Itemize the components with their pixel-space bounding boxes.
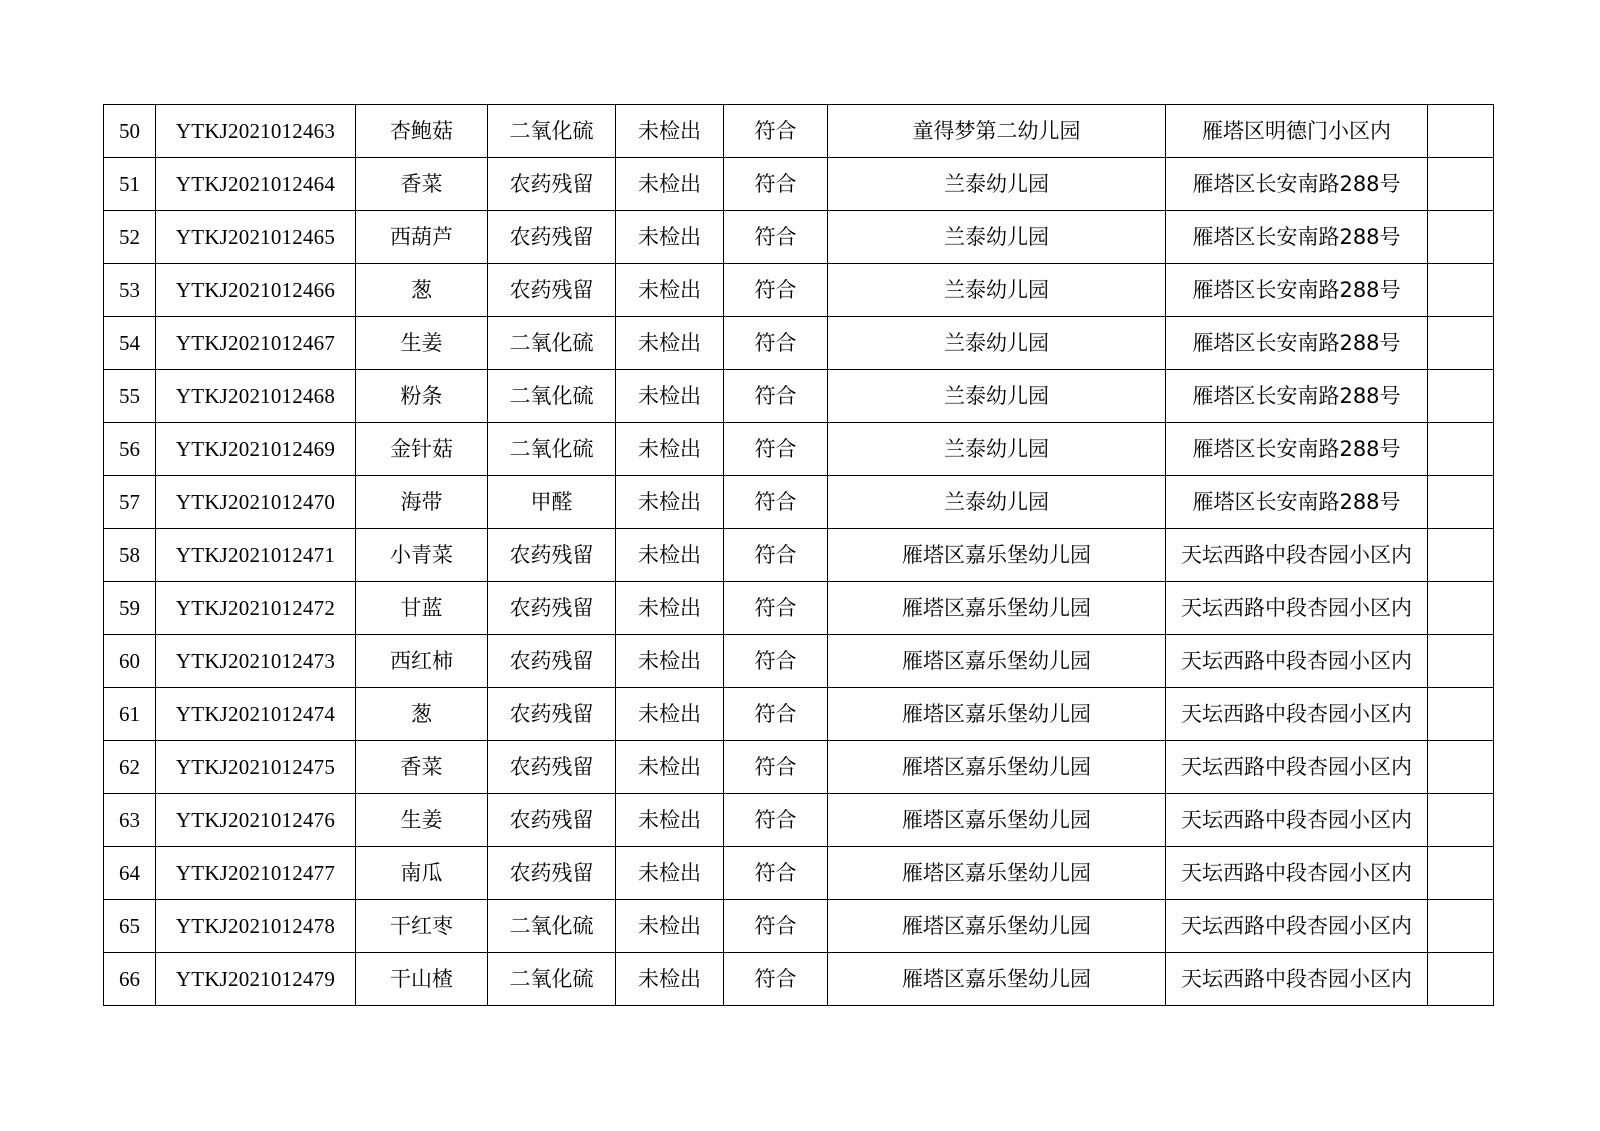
table-row (104, 423, 1494, 476)
cell-sample-name: 海带 (356, 476, 488, 529)
cell-sample-name: 西红柿 (356, 635, 488, 688)
cell-row-index: 64 (104, 847, 156, 900)
cell-remark (1428, 900, 1494, 953)
cell-test-result: 未检出 (616, 688, 724, 741)
cell-test-result: 未检出 (616, 900, 724, 953)
cell-test-item: 甲醛 (488, 476, 616, 529)
table-row (104, 317, 1494, 370)
cell-sample-code: YTKJ2021012479 (156, 953, 356, 1006)
cell-inspected-unit: 兰泰幼儿园 (828, 211, 1166, 264)
table-row (104, 476, 1494, 529)
cell-inspected-unit: 兰泰幼儿园 (828, 264, 1166, 317)
cell-sample-name: 金针菇 (356, 423, 488, 476)
cell-sample-code: YTKJ2021012468 (156, 370, 356, 423)
cell-inspected-unit: 雁塔区嘉乐堡幼儿园 (828, 741, 1166, 794)
cell-sample-code: YTKJ2021012466 (156, 264, 356, 317)
cell-test-result: 未检出 (616, 370, 724, 423)
table-row (104, 211, 1494, 264)
cell-sample-code: YTKJ2021012469 (156, 423, 356, 476)
cell-row-index: 58 (104, 529, 156, 582)
cell-inspected-unit: 雁塔区嘉乐堡幼儿园 (828, 635, 1166, 688)
cell-sample-name: 葱 (356, 688, 488, 741)
cell-inspected-unit: 兰泰幼儿园 (828, 423, 1166, 476)
cell-test-item: 二氧化硫 (488, 423, 616, 476)
cell-remark (1428, 529, 1494, 582)
table-row (104, 847, 1494, 900)
cell-address: 天坛西路中段杏园小区内 (1166, 741, 1428, 794)
cell-test-item: 二氧化硫 (488, 317, 616, 370)
cell-address: 天坛西路中段杏园小区内 (1166, 953, 1428, 1006)
cell-address: 雁塔区明德门小区内 (1166, 105, 1428, 158)
cell-sample-name: 生姜 (356, 794, 488, 847)
cell-remark (1428, 688, 1494, 741)
cell-test-item: 二氧化硫 (488, 953, 616, 1006)
cell-sample-name: 生姜 (356, 317, 488, 370)
cell-sample-code: YTKJ2021012473 (156, 635, 356, 688)
cell-sample-code: YTKJ2021012475 (156, 741, 356, 794)
cell-sample-name: 葱 (356, 264, 488, 317)
table-row (104, 105, 1494, 158)
cell-test-result: 未检出 (616, 847, 724, 900)
cell-address: 天坛西路中段杏园小区内 (1166, 900, 1428, 953)
cell-remark (1428, 635, 1494, 688)
cell-verdict: 符合 (724, 423, 828, 476)
cell-test-item: 二氧化硫 (488, 370, 616, 423)
cell-verdict: 符合 (724, 317, 828, 370)
cell-test-item: 农药残留 (488, 794, 616, 847)
cell-test-item: 农药残留 (488, 635, 616, 688)
cell-remark (1428, 158, 1494, 211)
cell-row-index: 54 (104, 317, 156, 370)
cell-verdict: 符合 (724, 635, 828, 688)
cell-sample-code: YTKJ2021012472 (156, 582, 356, 635)
cell-row-index: 60 (104, 635, 156, 688)
table-row (104, 900, 1494, 953)
cell-sample-name: 干红枣 (356, 900, 488, 953)
cell-verdict: 符合 (724, 211, 828, 264)
table-row (104, 741, 1494, 794)
cell-remark (1428, 264, 1494, 317)
cell-address: 雁塔区长安南路288号 (1166, 423, 1428, 476)
cell-test-item: 农药残留 (488, 582, 616, 635)
cell-test-result: 未检出 (616, 529, 724, 582)
cell-address: 雁塔区长安南路288号 (1166, 317, 1428, 370)
cell-test-result: 未检出 (616, 635, 724, 688)
cell-address: 天坛西路中段杏园小区内 (1166, 794, 1428, 847)
cell-test-item: 农药残留 (488, 529, 616, 582)
table-body (104, 105, 1494, 1006)
cell-verdict: 符合 (724, 741, 828, 794)
cell-verdict: 符合 (724, 370, 828, 423)
cell-test-item: 农药残留 (488, 158, 616, 211)
cell-sample-code: YTKJ2021012463 (156, 105, 356, 158)
cell-test-result: 未检出 (616, 582, 724, 635)
cell-sample-name: 甘蓝 (356, 582, 488, 635)
table-row (104, 953, 1494, 1006)
cell-address: 天坛西路中段杏园小区内 (1166, 582, 1428, 635)
cell-row-index: 66 (104, 953, 156, 1006)
cell-test-item: 二氧化硫 (488, 105, 616, 158)
cell-inspected-unit: 雁塔区嘉乐堡幼儿园 (828, 582, 1166, 635)
table-row (104, 688, 1494, 741)
cell-address: 雁塔区长安南路288号 (1166, 211, 1428, 264)
cell-address: 天坛西路中段杏园小区内 (1166, 847, 1428, 900)
cell-address: 雁塔区长安南路288号 (1166, 476, 1428, 529)
cell-test-result: 未检出 (616, 105, 724, 158)
cell-test-result: 未检出 (616, 317, 724, 370)
cell-sample-code: YTKJ2021012465 (156, 211, 356, 264)
cell-remark (1428, 794, 1494, 847)
cell-sample-code: YTKJ2021012467 (156, 317, 356, 370)
cell-verdict: 符合 (724, 264, 828, 317)
table-row (104, 635, 1494, 688)
cell-inspected-unit: 兰泰幼儿园 (828, 476, 1166, 529)
cell-remark (1428, 953, 1494, 1006)
cell-row-index: 61 (104, 688, 156, 741)
cell-address: 天坛西路中段杏园小区内 (1166, 529, 1428, 582)
cell-sample-code: YTKJ2021012478 (156, 900, 356, 953)
cell-test-result: 未检出 (616, 741, 724, 794)
cell-row-index: 53 (104, 264, 156, 317)
cell-sample-name: 杏鲍菇 (356, 105, 488, 158)
cell-remark (1428, 105, 1494, 158)
results-table-container (103, 104, 1493, 1006)
cell-row-index: 50 (104, 105, 156, 158)
table-row (104, 264, 1494, 317)
cell-sample-code: YTKJ2021012471 (156, 529, 356, 582)
cell-remark (1428, 476, 1494, 529)
cell-row-index: 57 (104, 476, 156, 529)
inspection-results-table (103, 104, 1494, 1006)
cell-sample-code: YTKJ2021012474 (156, 688, 356, 741)
cell-verdict: 符合 (724, 900, 828, 953)
cell-inspected-unit: 兰泰幼儿园 (828, 370, 1166, 423)
table-row (104, 370, 1494, 423)
cell-remark (1428, 847, 1494, 900)
cell-test-item: 农药残留 (488, 211, 616, 264)
cell-sample-name: 粉条 (356, 370, 488, 423)
cell-remark (1428, 317, 1494, 370)
cell-row-index: 55 (104, 370, 156, 423)
cell-address: 雁塔区长安南路288号 (1166, 158, 1428, 211)
table-row (104, 529, 1494, 582)
cell-inspected-unit: 兰泰幼儿园 (828, 317, 1166, 370)
cell-verdict: 符合 (724, 476, 828, 529)
cell-sample-name: 香菜 (356, 741, 488, 794)
cell-remark (1428, 582, 1494, 635)
cell-inspected-unit: 雁塔区嘉乐堡幼儿园 (828, 953, 1166, 1006)
cell-test-item: 农药残留 (488, 847, 616, 900)
cell-test-result: 未检出 (616, 211, 724, 264)
cell-row-index: 63 (104, 794, 156, 847)
cell-verdict: 符合 (724, 953, 828, 1006)
cell-sample-name: 香菜 (356, 158, 488, 211)
cell-sample-name: 干山楂 (356, 953, 488, 1006)
table-row (104, 158, 1494, 211)
cell-address: 天坛西路中段杏园小区内 (1166, 688, 1428, 741)
cell-address: 天坛西路中段杏园小区内 (1166, 635, 1428, 688)
cell-test-item: 二氧化硫 (488, 900, 616, 953)
cell-inspected-unit: 雁塔区嘉乐堡幼儿园 (828, 794, 1166, 847)
cell-row-index: 51 (104, 158, 156, 211)
cell-sample-name: 南瓜 (356, 847, 488, 900)
cell-sample-name: 小青菜 (356, 529, 488, 582)
cell-row-index: 56 (104, 423, 156, 476)
cell-remark (1428, 423, 1494, 476)
cell-inspected-unit: 雁塔区嘉乐堡幼儿园 (828, 900, 1166, 953)
cell-test-item: 农药残留 (488, 688, 616, 741)
cell-remark (1428, 370, 1494, 423)
cell-sample-code: YTKJ2021012470 (156, 476, 356, 529)
cell-remark (1428, 741, 1494, 794)
cell-row-index: 65 (104, 900, 156, 953)
cell-row-index: 59 (104, 582, 156, 635)
cell-verdict: 符合 (724, 582, 828, 635)
cell-row-index: 52 (104, 211, 156, 264)
cell-inspected-unit: 童得梦第二幼儿园 (828, 105, 1166, 158)
cell-sample-code: YTKJ2021012477 (156, 847, 356, 900)
table-row (104, 582, 1494, 635)
cell-address: 雁塔区长安南路288号 (1166, 370, 1428, 423)
cell-test-result: 未检出 (616, 423, 724, 476)
table-row (104, 794, 1494, 847)
cell-test-result: 未检出 (616, 476, 724, 529)
cell-verdict: 符合 (724, 529, 828, 582)
cell-verdict: 符合 (724, 105, 828, 158)
cell-inspected-unit: 雁塔区嘉乐堡幼儿园 (828, 688, 1166, 741)
cell-test-result: 未检出 (616, 158, 724, 211)
cell-verdict: 符合 (724, 794, 828, 847)
cell-verdict: 符合 (724, 158, 828, 211)
cell-row-index: 62 (104, 741, 156, 794)
cell-sample-name: 西葫芦 (356, 211, 488, 264)
cell-remark (1428, 211, 1494, 264)
cell-inspected-unit: 兰泰幼儿园 (828, 158, 1166, 211)
cell-verdict: 符合 (724, 847, 828, 900)
cell-test-result: 未检出 (616, 953, 724, 1006)
cell-address: 雁塔区长安南路288号 (1166, 264, 1428, 317)
cell-sample-code: YTKJ2021012464 (156, 158, 356, 211)
cell-test-result: 未检出 (616, 264, 724, 317)
cell-inspected-unit: 雁塔区嘉乐堡幼儿园 (828, 847, 1166, 900)
cell-verdict: 符合 (724, 688, 828, 741)
cell-test-item: 农药残留 (488, 741, 616, 794)
cell-test-result: 未检出 (616, 794, 724, 847)
cell-test-item: 农药残留 (488, 264, 616, 317)
cell-sample-code: YTKJ2021012476 (156, 794, 356, 847)
cell-inspected-unit: 雁塔区嘉乐堡幼儿园 (828, 529, 1166, 582)
